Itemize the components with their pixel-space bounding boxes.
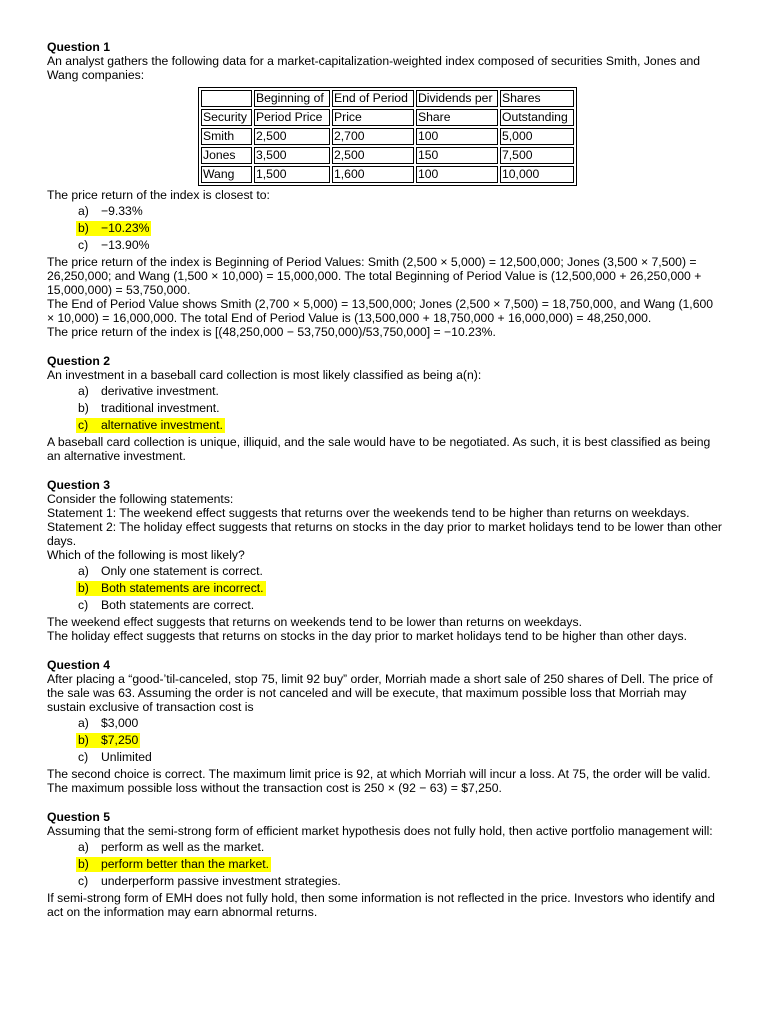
question-prompt: After placing a “good-’til-canceled, stop 75, limit 92 buy” order, Morriah made a short sale of 250 shares of Dell. The price of the sale was 63. Assuming the order is not canceled and will be execute, that maximum possible loss that Morriah may sustain exclusive of transaction cost is <box>47 672 713 714</box>
table-cell: 150 <box>416 147 498 164</box>
table-cell <box>201 90 252 107</box>
option-c <box>76 597 723 614</box>
table-cell: 5,000 <box>500 128 574 145</box>
index-data-table <box>198 87 577 186</box>
option-letter: b) <box>78 581 89 595</box>
option-text: $3,000 <box>101 716 139 730</box>
table-cell: 2,500 <box>254 128 330 145</box>
question-title: Question 1 <box>47 40 110 54</box>
option-text: −10.23% <box>101 221 150 235</box>
answer-highlight <box>76 418 225 433</box>
answer-options <box>76 203 723 254</box>
option-c <box>76 237 723 254</box>
option-b-correct <box>76 580 723 597</box>
explanation-paragraph: If semi-strong form of EMH does not fully hold, then some information is not reflected in the price. Investors who identify and act on the information may earn abnormal returns. <box>47 891 715 919</box>
table-cell: Dividends per <box>416 90 498 107</box>
table-cell: 1,500 <box>254 166 330 183</box>
table-cell: 2,500 <box>332 147 414 164</box>
option-text: $7,250 <box>101 733 139 747</box>
table-cell: Period Price <box>254 109 330 126</box>
option-b-correct <box>76 856 723 873</box>
table-cell: End of Period <box>332 90 414 107</box>
table-cell: Beginning of <box>254 90 330 107</box>
option-letter: a) <box>78 564 89 578</box>
table-cell: Share <box>416 109 498 126</box>
question-stem: Which of the following is most likely? <box>47 548 245 562</box>
option-text: perform better than the market. <box>101 857 269 871</box>
answer-options <box>76 839 723 890</box>
table-cell: Security <box>201 109 252 126</box>
question-1 <box>47 40 723 339</box>
question-3 <box>47 478 723 643</box>
option-letter: c) <box>78 238 89 252</box>
option-c <box>76 749 723 766</box>
option-letter: c) <box>78 750 89 764</box>
question-prompt: An analyst gathers the following data for a market-capitalization-weighted index composed of securities Smith, Jones and Wang companies: <box>47 54 701 82</box>
answer-highlight <box>76 733 140 748</box>
answer-options <box>76 715 723 766</box>
table-cell: 100 <box>416 166 498 183</box>
question-prompt: Consider the following statements: <box>47 492 234 506</box>
table-cell: 7,500 <box>500 147 574 164</box>
question-title: Question 2 <box>47 354 110 368</box>
option-letter: a) <box>78 716 89 730</box>
option-text: Both statements are incorrect. <box>101 581 264 595</box>
option-c <box>76 873 723 890</box>
question-title: Question 3 <box>47 478 110 492</box>
table-cell: 1,600 <box>332 166 414 183</box>
option-letter: c) <box>78 874 89 888</box>
explanation-paragraph: The second choice is correct. The maximum limit price is 92, at which Morriah will incur a loss. At 75, the order will be valid. The maximum possible loss without the transaction cost is 250 × (92 − 63) = $7,250. <box>47 767 711 795</box>
table-row <box>201 128 574 145</box>
question-2 <box>47 354 723 463</box>
explanation-paragraph: A baseball card collection is unique, illiquid, and the sale would have to be negotiated. As such, it is best classified as being an alternative investment. <box>47 435 711 463</box>
option-a <box>76 203 723 220</box>
table-row <box>201 166 574 183</box>
option-letter: b) <box>78 733 89 747</box>
table-cell: Wang <box>201 166 252 183</box>
answer-highlight <box>76 857 271 872</box>
option-text: Only one statement is correct. <box>101 564 263 578</box>
question-4 <box>47 658 723 795</box>
answer-options <box>76 383 723 434</box>
option-text: perform as well as the market. <box>101 840 265 854</box>
table-cell: 2,700 <box>332 128 414 145</box>
option-a <box>76 383 723 400</box>
table-header-row <box>201 109 574 126</box>
option-letter: b) <box>78 401 89 415</box>
option-letter: a) <box>78 204 89 218</box>
option-letter: b) <box>78 857 89 871</box>
option-letter: c) <box>78 598 89 612</box>
option-a <box>76 839 723 856</box>
answer-highlight <box>76 221 151 236</box>
question-title: Question 4 <box>47 658 110 672</box>
question-prompt: An investment in a baseball card collection is most likely classified as being a(n): <box>47 368 482 382</box>
option-b <box>76 400 723 417</box>
option-letter: a) <box>78 384 89 398</box>
table-header-row <box>201 90 574 107</box>
option-text: Unlimited <box>101 750 152 764</box>
option-text: −9.33% <box>101 204 143 218</box>
explanation-paragraph: The price return of the index is [(48,250,000 − 53,750,000)/53,750,000] = −10.23%. <box>47 325 496 339</box>
option-letter: b) <box>78 221 89 235</box>
option-text: underperform passive investment strategies. <box>101 874 341 888</box>
option-text: alternative investment. <box>101 418 223 432</box>
table-cell: Smith <box>201 128 252 145</box>
option-b-correct <box>76 732 723 749</box>
option-a <box>76 715 723 732</box>
table-cell: Jones <box>201 147 252 164</box>
option-text: derivative investment. <box>101 384 219 398</box>
statement-1: Statement 1: The weekend effect suggests that returns over the weekends tend to be higher than returns on weekdays. <box>47 506 690 520</box>
document-page <box>47 40 723 934</box>
answer-highlight <box>76 581 266 596</box>
question-prompt: Assuming that the semi-strong form of efficient market hypothesis does not fully hold, then active portfolio management will: <box>47 824 713 838</box>
explanation-paragraph: The End of Period Value shows Smith (2,700 × 5,000) = 13,500,000; Jones (2,500 × 7,500) = 18,750,000, and Wang (1,600 × 10,000) = 16,000,000. The total End of Period Value is (13,500,000 + 18,750,000 + 16,000,000) = 48,250,000. <box>47 297 714 325</box>
statement-2: Statement 2: The holiday effect suggests that returns on stocks in the day prior to market holidays tend to be lower than other days. <box>47 520 722 548</box>
option-text: Both statements are correct. <box>101 598 255 612</box>
option-text: −13.90% <box>101 238 150 252</box>
question-5 <box>47 810 723 919</box>
table-cell: Shares <box>500 90 574 107</box>
option-letter: c) <box>78 418 89 432</box>
table-row <box>201 147 574 164</box>
table-cell: Price <box>332 109 414 126</box>
option-letter: a) <box>78 840 89 854</box>
option-text: traditional investment. <box>101 401 220 415</box>
explanation-paragraph: The price return of the index is Beginning of Period Values: Smith (2,500 × 5,000) = 12,500,000; Jones (3,500 × 7,500) = 26,250,000; and Wang (1,500 × 10,000) = 15,000,000. The total Beginning of Period Value is (12,500,000 + 26,250,000 + 15,000,000) = 53,750,000. <box>47 255 702 297</box>
option-a <box>76 563 723 580</box>
option-c-correct <box>76 417 723 434</box>
table-cell: 100 <box>416 128 498 145</box>
question-title: Question 5 <box>47 810 110 824</box>
table-cell: 3,500 <box>254 147 330 164</box>
option-b-correct <box>76 220 723 237</box>
question-stem: The price return of the index is closest to: <box>47 188 270 202</box>
explanation-paragraph: The holiday effect suggests that returns on stocks in the day prior to market holidays tend to be higher than other days. <box>47 629 687 643</box>
table-cell: 10,000 <box>500 166 574 183</box>
explanation-paragraph: The weekend effect suggests that returns on weekends tend to be lower than returns on weekdays. <box>47 615 582 629</box>
answer-options <box>76 563 723 614</box>
table-cell: Outstanding <box>500 109 574 126</box>
